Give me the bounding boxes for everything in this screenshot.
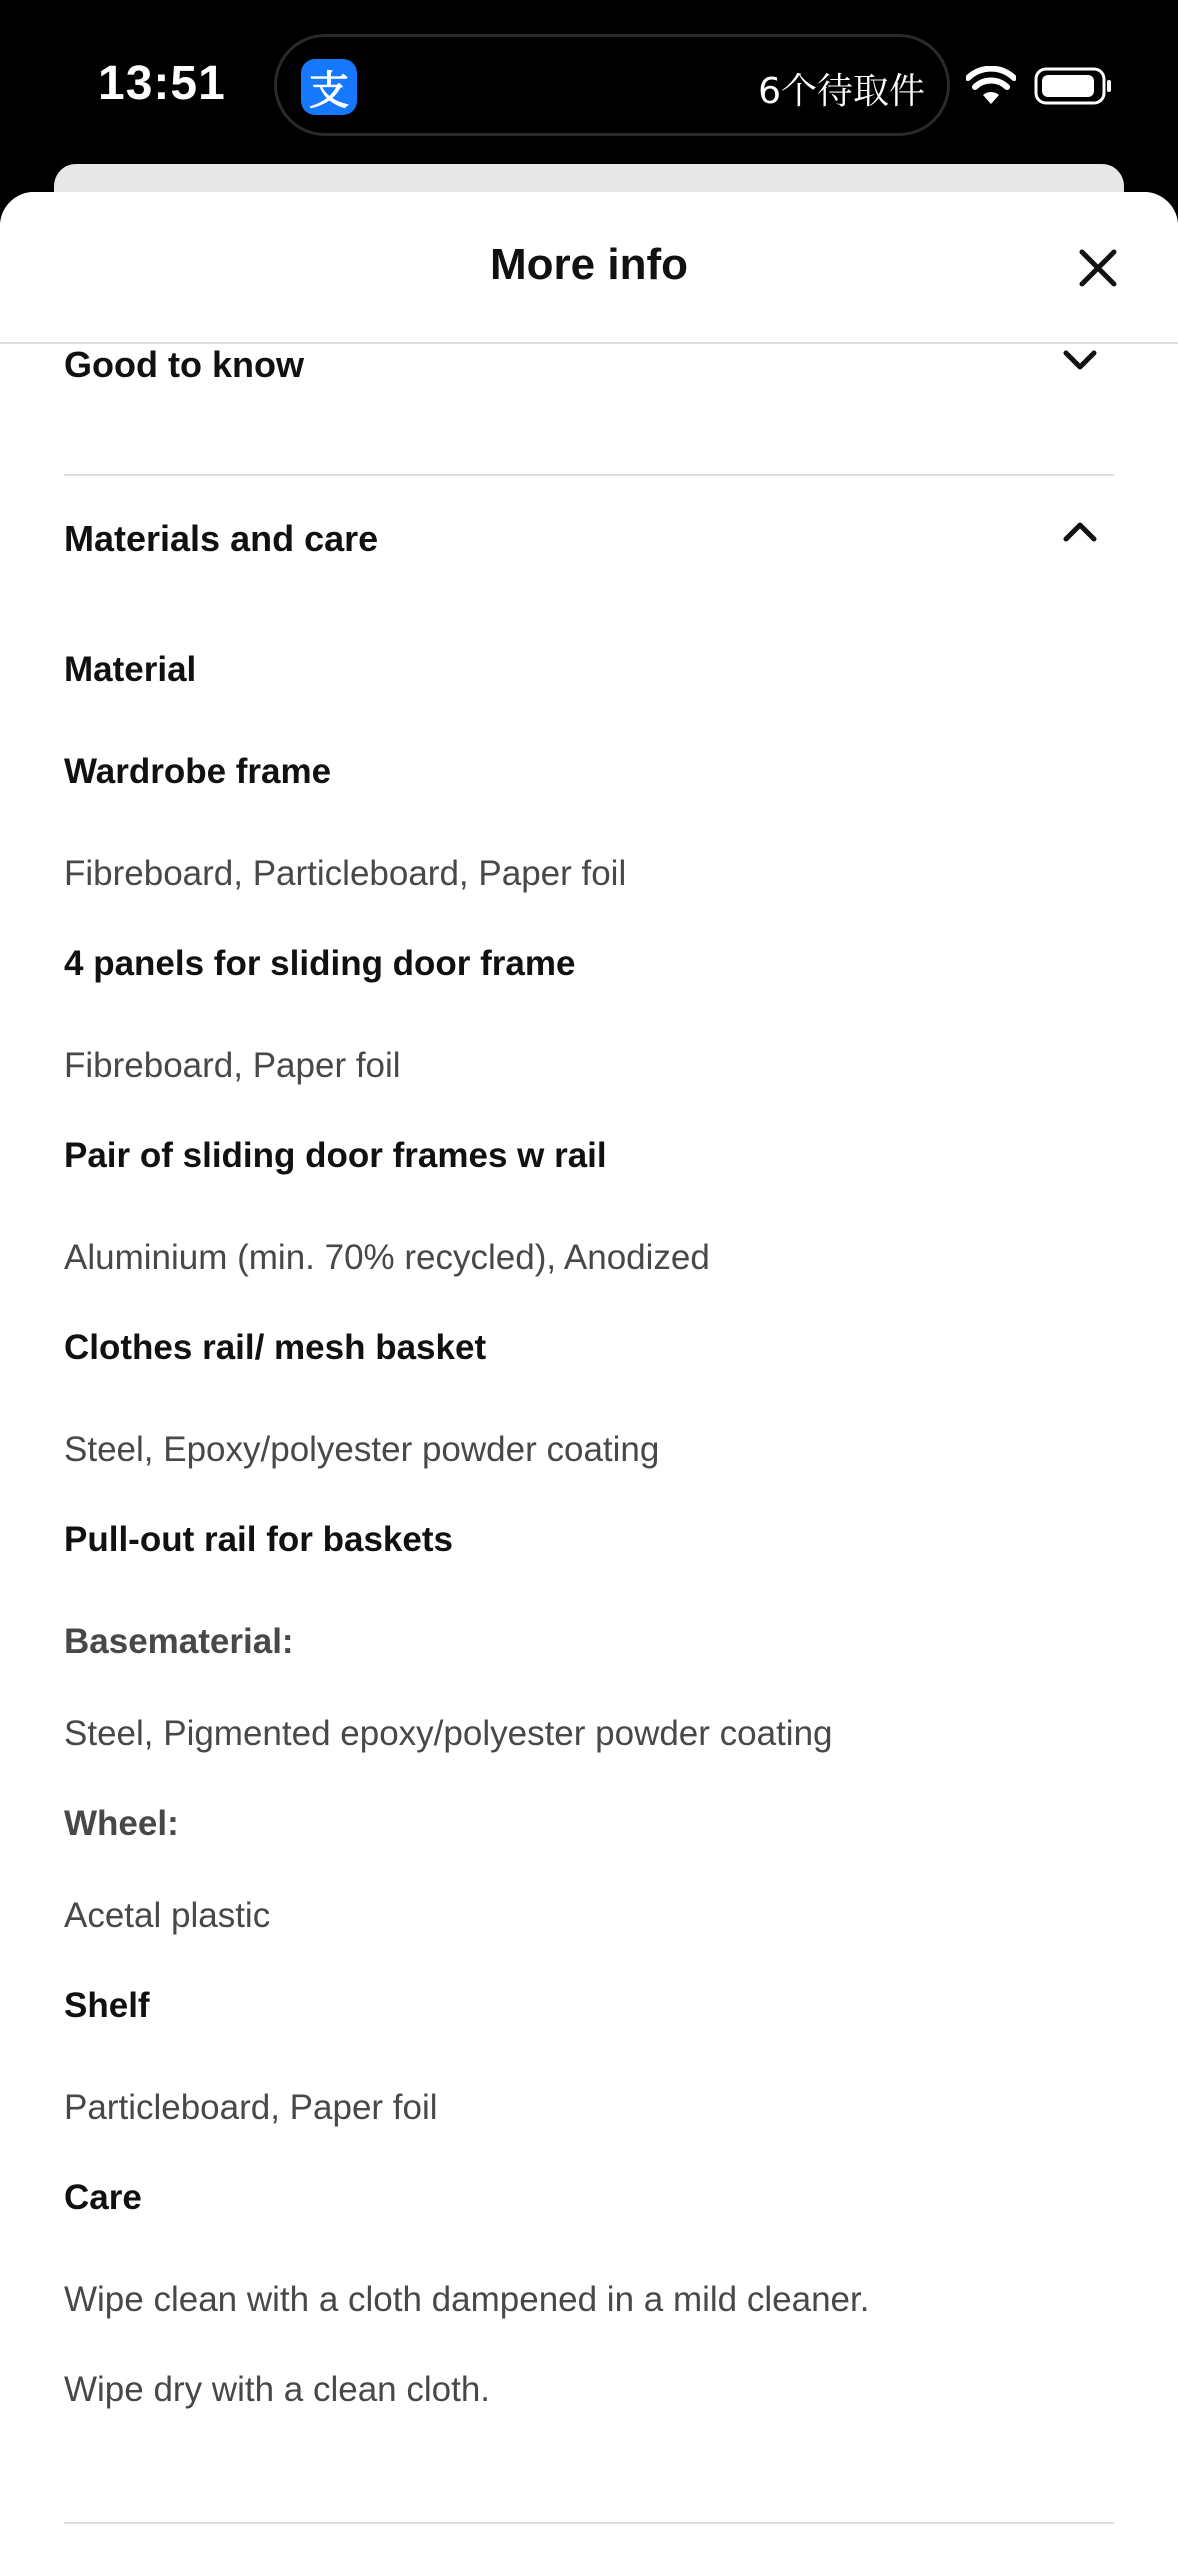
section-good-to-know[interactable]: [64, 344, 1114, 424]
item-value: Aluminium (min. 70% recycled), Anodized: [64, 1238, 710, 1277]
part-value: Acetal plastic: [64, 1896, 271, 1935]
good-to-know-label: Good to know: [64, 344, 304, 385]
item-name: Clothes rail/ mesh basket: [64, 1328, 487, 1367]
item-value: Fibreboard, Paper foil: [64, 1046, 401, 1085]
item-name: 4 panels for sliding door frame: [64, 944, 576, 983]
more-info-sheet: [0, 192, 1178, 2560]
section-materials-and-care[interactable]: [64, 518, 1114, 598]
alipay-icon: 支: [301, 59, 357, 115]
part-label: Basematerial:: [64, 1622, 294, 1661]
care-heading: Care: [64, 2178, 142, 2217]
care-line: Wipe clean with a cloth dampened in a mild cleaner.: [64, 2280, 870, 2319]
materials-and-care-label: Materials and care: [64, 518, 379, 559]
chevron-up-icon: [1062, 520, 1098, 544]
section-divider: [64, 2522, 1114, 2524]
item-name: Wardrobe frame: [64, 752, 332, 791]
part-label: Wheel:: [64, 1804, 179, 1843]
chevron-down-icon: [1062, 348, 1098, 372]
item-value: Fibreboard, Particleboard, Paper foil: [64, 854, 627, 893]
part-value: Steel, Pigmented epoxy/polyester powder coating: [64, 1714, 833, 1753]
sheet-title: More info: [490, 240, 688, 289]
item-name: Pull-out rail for baskets: [64, 1520, 453, 1559]
good-to-know-row[interactable]: [64, 192, 1114, 272]
status-time: 13:51: [98, 57, 226, 110]
dynamic-island[interactable]: [274, 34, 950, 136]
wifi-icon: [966, 66, 1016, 106]
section-divider: [64, 474, 1114, 476]
item-value: Steel, Epoxy/polyester powder coating: [64, 1430, 660, 1469]
item-value: Particleboard, Paper foil: [64, 2088, 438, 2127]
battery-icon: [1034, 66, 1114, 106]
status-bar: [0, 0, 1178, 170]
item-name: Shelf: [64, 1986, 150, 2025]
island-text: 6个待取件: [758, 71, 925, 112]
care-line: Wipe dry with a clean cloth.: [64, 2370, 491, 2409]
item-name: Pair of sliding door frames w rail: [64, 1136, 607, 1175]
material-heading: Material: [64, 650, 197, 689]
